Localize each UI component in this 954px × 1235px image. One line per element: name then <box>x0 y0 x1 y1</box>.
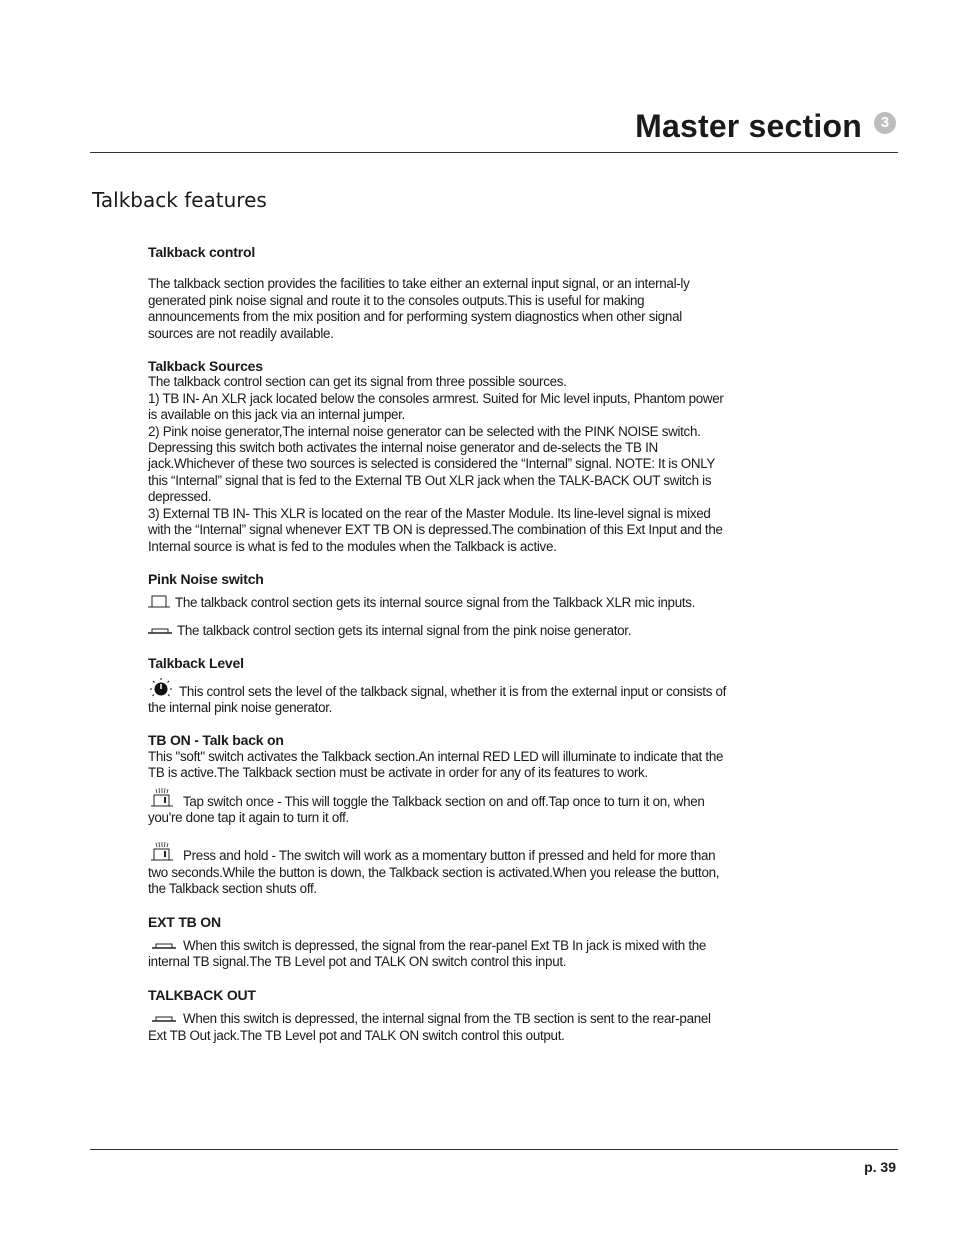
talkback-level-item <box>148 678 730 717</box>
footer-rule <box>90 1149 898 1150</box>
talkback-sources-item-2: 2) Pink noise generator,The internal noise generator can be selected with the PINK NOISE switch. Depressing this switch both activates the internal noise generator and de-selects the TB IN jack.Whichever of these two sources is selected is considered the “Internal” signal. NOTE: It is ONLY this “Internal” signal that is fed to the External TB Out XLR jack when the TALK-BACK OUT switch is depressed. <box>148 423 715 505</box>
talkback-sources-item-1: 1) TB IN- An XLR jack located below the consoles armrest. Suited for Mic level inputs, Phantom power is available on this jack via an internal jumper. <box>148 390 724 423</box>
switch-down-icon <box>148 942 178 952</box>
tb-on-tap-text: Tap switch once - This will toggle the Talkback section on and off.Tap once to turn it on, when you're done tap it again to turn it off. <box>148 793 705 825</box>
led-switch-icon <box>148 788 178 808</box>
talkback-out-text: When this switch is depressed, the internal signal from the TB section is sent to the rear-panel Ext TB Out jack.The TB Level pot and TALK ON switch control this output. <box>148 1011 711 1043</box>
chapter-number-badge: 3 <box>874 112 896 134</box>
subheading-talkback-level: Talkback Level <box>148 655 244 672</box>
knob-icon <box>148 678 174 698</box>
talkback-sources-item-3: 3) External TB IN- This XLR is located on the rear of the Master Module. Its line-level signal is mixed with the “Internal” signal whenever EXT TB ON is depressed.The combination of this Ext Input and the Internal source is what is fed to the modules when the Talkback is active. <box>148 505 723 554</box>
led-switch-icon <box>148 842 178 862</box>
page-title-text: Master section <box>635 108 862 144</box>
pink-noise-down-item <box>148 623 730 639</box>
tb-on-hold-item <box>148 842 730 897</box>
content-body <box>148 244 730 1044</box>
section-heading: Talkback features <box>92 188 267 212</box>
subheading-tb-on: TB ON - Talk back on <box>148 732 284 749</box>
tb-on-tap-item <box>148 788 730 827</box>
subheading-talkback-sources: Talkback Sources <box>148 358 263 375</box>
tb-on-body: This "soft" switch activates the Talkback section.An internal RED LED will illuminate to indicate that the TB is active.The Talkback section must be activate in order for any of its features to work. <box>148 748 724 781</box>
header-rule <box>90 152 898 153</box>
pink-noise-down-text: The talkback control section gets its internal signal from the pink noise generator. <box>177 622 632 638</box>
subheading-talkback-control: Talkback control <box>148 244 256 260</box>
talkback-out-item <box>148 1011 730 1044</box>
page-number: p. 39 <box>864 1159 896 1175</box>
switch-down-icon <box>148 1015 178 1025</box>
page-title <box>635 108 896 145</box>
ext-tb-on-item <box>148 938 730 971</box>
subheading-ext-tb-on: EXT TB ON <box>148 913 221 930</box>
tb-on-hold-text: Press and hold - The switch will work as a momentary button if pressed and held for more than two seconds.While the button is down, the Talkback section is activated.When you release the button, the Talkback section shuts off. <box>148 848 720 897</box>
subheading-talkback-out: TALKBACK OUT <box>148 986 256 1003</box>
talkback-control-body: The talkback section provides the facilities to take either an external input signal, or an internal-ly generated pink noise signal and route it to the consoles outputs.This is useful for making announcements from the mix position and for performing system diagnostics when other signal sources are not readily available. <box>148 276 690 341</box>
talkback-sources-intro: The talkback control section can get its signal from three possible sources. <box>148 374 567 390</box>
switch-up-icon <box>148 595 170 609</box>
talkback-level-text: This control sets the level of the talkback signal, whether it is from the external input or consists of the internal pink noise generator. <box>148 683 727 715</box>
switch-down-icon <box>148 627 172 637</box>
pink-noise-up-text: The talkback control section gets its internal source signal from the Talkback XLR mic inputs. <box>175 595 696 611</box>
ext-tb-on-text: When this switch is depressed, the signal from the rear-panel Ext TB In jack is mixed with the internal TB signal.The TB Level pot and TALK ON switch control this input. <box>148 938 707 970</box>
subheading-pink-noise: Pink Noise switch <box>148 570 264 587</box>
pink-noise-up-item <box>148 595 730 611</box>
